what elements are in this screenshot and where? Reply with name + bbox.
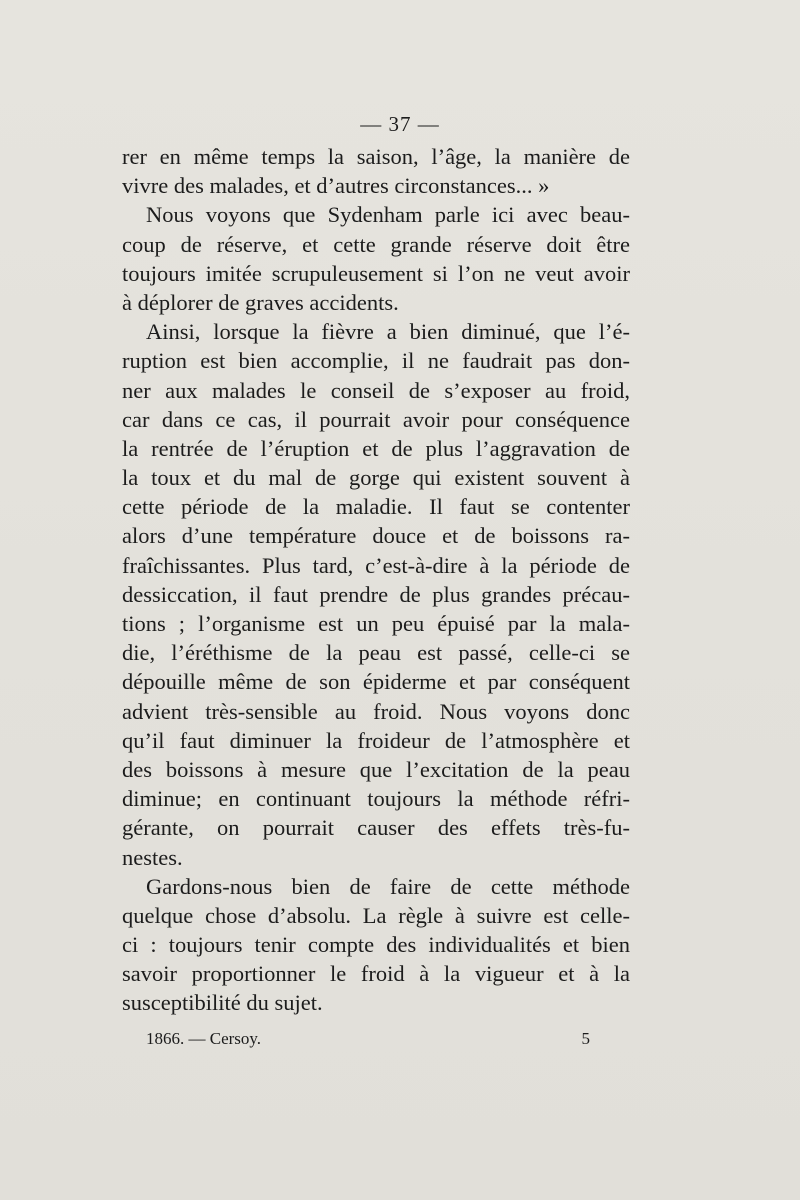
text-line: qu’il faut diminuer la froideur de l’atmosphère et (122, 727, 630, 753)
text-line: Nous voyons que Sydenham parle ici avec beau- (146, 202, 630, 228)
text-line: rer en même temps la saison, l’âge, la manière de (122, 144, 630, 169)
text-line: la toux et du mal de gorge qui existent souvent à (122, 465, 630, 491)
text-line: alors d’une température douce et de boissons ra- (122, 523, 630, 549)
text-line: vivre des malades, et d’autres circonstances... » (122, 173, 550, 199)
text-line: car dans ce cas, il pourrait avoir pour conséquence (122, 406, 630, 432)
text-line: fraîchissantes. Plus tard, c’est-à-dire à la période de (122, 552, 630, 578)
text-line: tions ; l’organisme est un peu épuisé par la mala- (122, 611, 630, 636)
text-line: diminue; en continuant toujours la méthode réfri- (122, 786, 630, 812)
body-text (122, 142, 630, 1018)
text-line: coup de réserve, et cette grande réserve doit être (122, 231, 630, 257)
text-line: ci : toujours tenir compte des individualités et bien (122, 932, 630, 958)
printer-signature: 1866. — Cersoy. (146, 1029, 262, 1048)
text-line: quelque chose d’absolu. La règle à suivre est celle- (122, 902, 630, 928)
text-line: dessiccation, il faut prendre de plus grandes précau- (122, 581, 630, 607)
page-number: — 37 — (360, 112, 440, 136)
text-line: die, l’éréthisme de la peau est passé, celle-ci se (122, 640, 630, 666)
text-line: des boissons à mesure que l’excitation de la peau (122, 756, 630, 782)
text-line: susceptibilité du sujet. (122, 990, 323, 1016)
text-line: dépouille même de son épiderme et par conséquent (122, 669, 630, 695)
text-line: toujours imitée scrupuleusement si l’on ne veut avoir (122, 260, 630, 286)
text-line: Gardons-nous bien de faire de cette méthode (146, 873, 630, 899)
text-line: ner aux malades le conseil de s’exposer au froid, (122, 377, 630, 403)
text-line: ruption est bien accomplie, il ne faudrait pas don- (122, 348, 630, 374)
text-line: savoir proportionner le froid à la vigueur et à la (122, 961, 630, 987)
text-line: Ainsi, lorsque la fièvre a bien diminué, que l’é- (146, 319, 630, 345)
text-line: à déplorer de graves accidents. (122, 289, 399, 315)
text-line: gérante, on pourrait causer des effets très-fu- (122, 815, 630, 841)
text-line: advient très-sensible au froid. Nous voyons donc (122, 698, 630, 724)
text-line: la rentrée de l’éruption et de plus l’aggravation de (122, 435, 630, 461)
text-line: cette période de la maladie. Il faut se contenter (122, 494, 630, 520)
sheet-number: 5 (581, 1029, 590, 1048)
text-line: nestes. (122, 844, 183, 870)
